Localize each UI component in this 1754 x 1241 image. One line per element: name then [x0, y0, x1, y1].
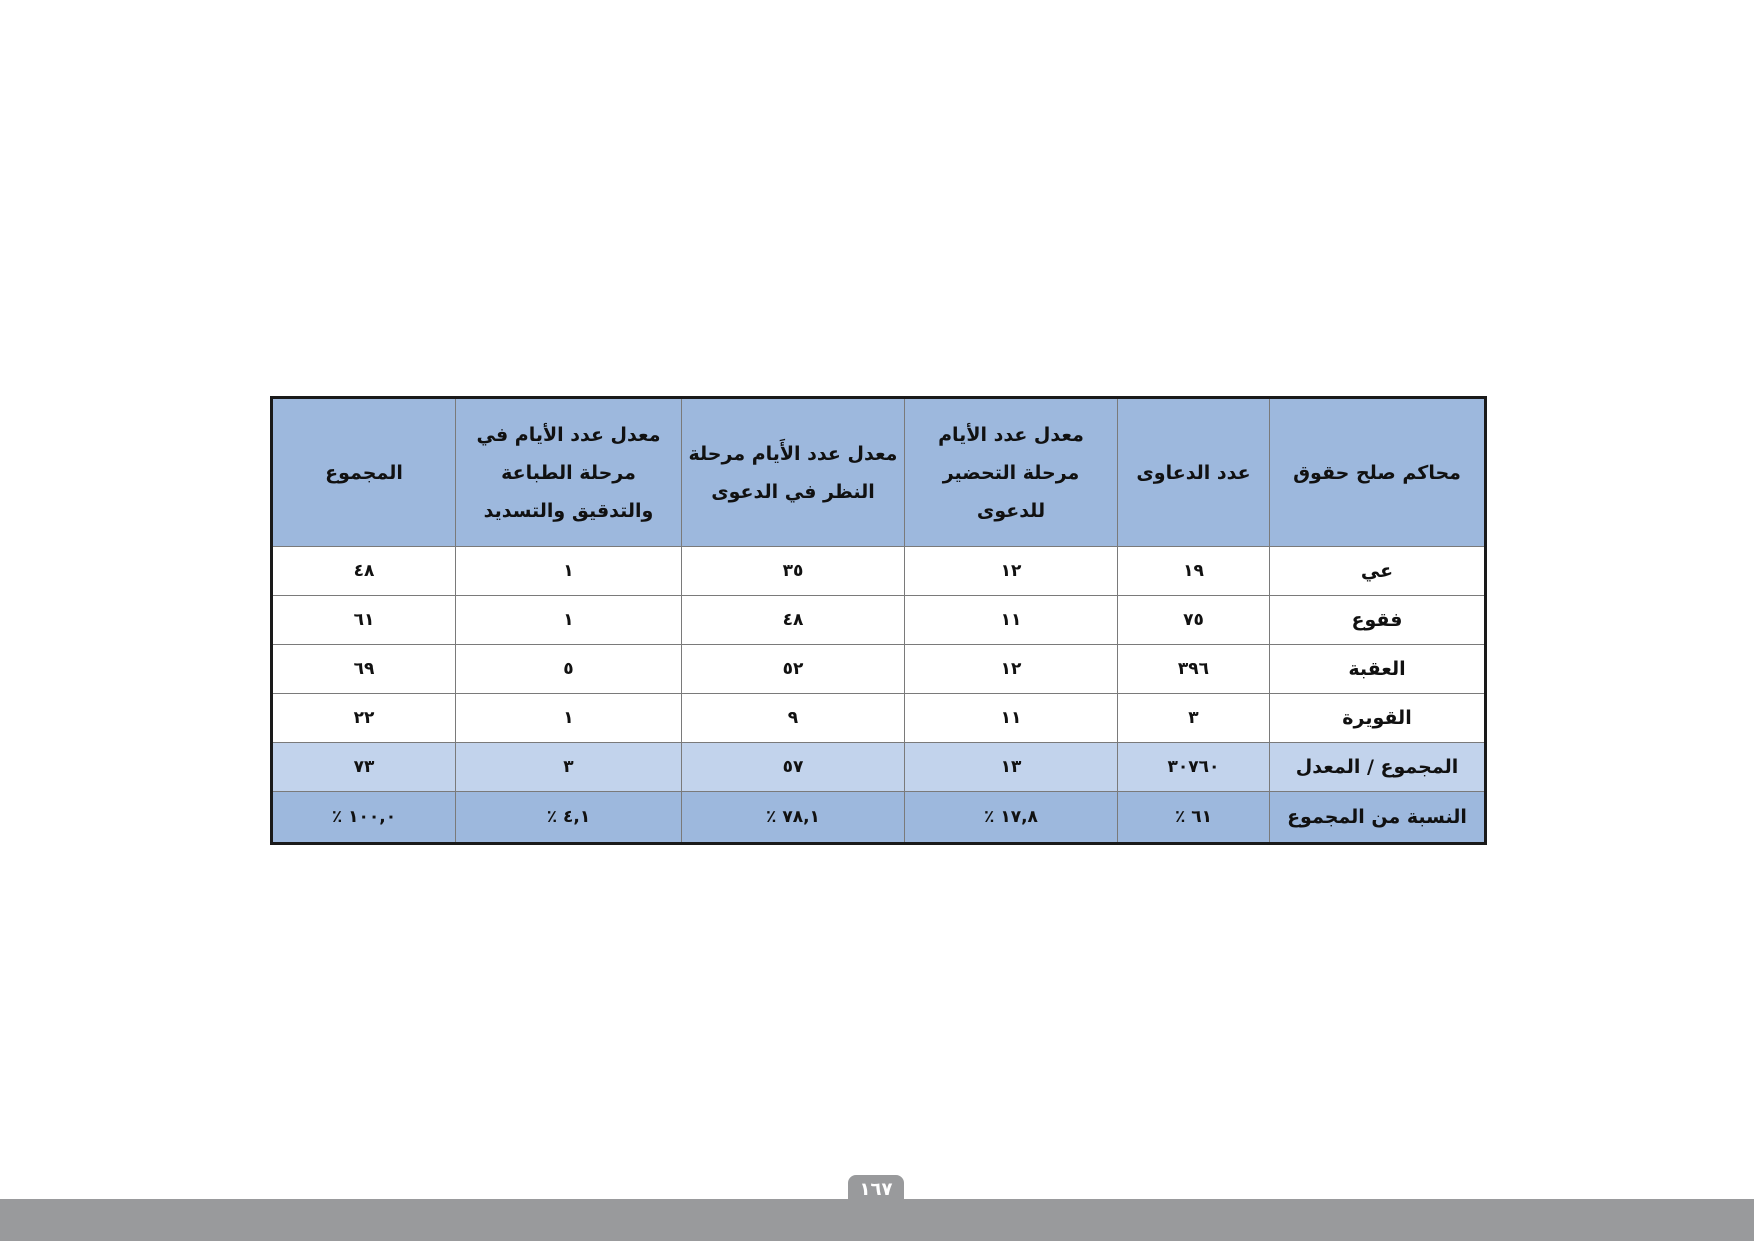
footer-bar — [0, 1199, 1754, 1241]
hearing-days: ٤٨ — [682, 596, 905, 645]
prep-days: ١١ — [905, 596, 1118, 645]
table-row — [272, 547, 1486, 596]
case-count: ٣ — [1118, 694, 1270, 743]
header-court: محاكم صلح حقوق — [1270, 398, 1486, 547]
total-days: ٦٩ — [272, 645, 456, 694]
court-name: عي — [1270, 547, 1486, 596]
table-row — [272, 645, 1486, 694]
printing-days: ١ — [456, 596, 682, 645]
total-row — [272, 743, 1486, 792]
avg-hearing-days: ٥٧ — [682, 743, 905, 792]
percent-hearing-days: ٧٨,١ ٪ — [682, 792, 905, 844]
percent-prep-days: ١٧,٨ ٪ — [905, 792, 1118, 844]
table-row — [272, 596, 1486, 645]
header-total: المجموع — [272, 398, 456, 547]
court-name: فقوع — [1270, 596, 1486, 645]
court-stats-table — [270, 396, 1487, 845]
header-row — [272, 398, 1486, 547]
header-prep-days: معدل عدد الأيام مرحلة التحضير للدعوى — [905, 398, 1118, 547]
header-hearing-days: معدل عدد الأَيام مرحلة النظر في الدعوى — [682, 398, 905, 547]
avg-total-days: ٧٣ — [272, 743, 456, 792]
case-count: ٣٩٦ — [1118, 645, 1270, 694]
page-number: ١٦٧ — [848, 1175, 904, 1205]
hearing-days: ٣٥ — [682, 547, 905, 596]
hearing-days: ٥٢ — [682, 645, 905, 694]
header-case-count: عدد الدعاوى — [1118, 398, 1270, 547]
header-printing-days: معدل عدد الأيام في مرحلة الطباعة والتدقيق والتسديد — [456, 398, 682, 547]
avg-prep-days: ١٣ — [905, 743, 1118, 792]
total-label: المجموع / المعدل — [1270, 743, 1486, 792]
table-row — [272, 694, 1486, 743]
percent-row — [272, 792, 1486, 844]
prep-days: ١٢ — [905, 547, 1118, 596]
case-count: ١٩ — [1118, 547, 1270, 596]
avg-printing-days: ٣ — [456, 743, 682, 792]
court-name: القويرة — [1270, 694, 1486, 743]
printing-days: ١ — [456, 694, 682, 743]
printing-days: ٥ — [456, 645, 682, 694]
total-days: ٤٨ — [272, 547, 456, 596]
prep-days: ١٢ — [905, 645, 1118, 694]
prep-days: ١١ — [905, 694, 1118, 743]
total-case-count: ٣٠٧٦٠ — [1118, 743, 1270, 792]
printing-days: ١ — [456, 547, 682, 596]
total-days: ٦١ — [272, 596, 456, 645]
percent-printing-days: ٤,١ ٪ — [456, 792, 682, 844]
percent-case-count: ٦١ ٪ — [1118, 792, 1270, 844]
hearing-days: ٩ — [682, 694, 905, 743]
court-name: العقبة — [1270, 645, 1486, 694]
percent-label: النسبة من المجموع — [1270, 792, 1486, 844]
case-count: ٧٥ — [1118, 596, 1270, 645]
total-days: ٢٢ — [272, 694, 456, 743]
percent-total-days: ١٠٠,٠ ٪ — [272, 792, 456, 844]
